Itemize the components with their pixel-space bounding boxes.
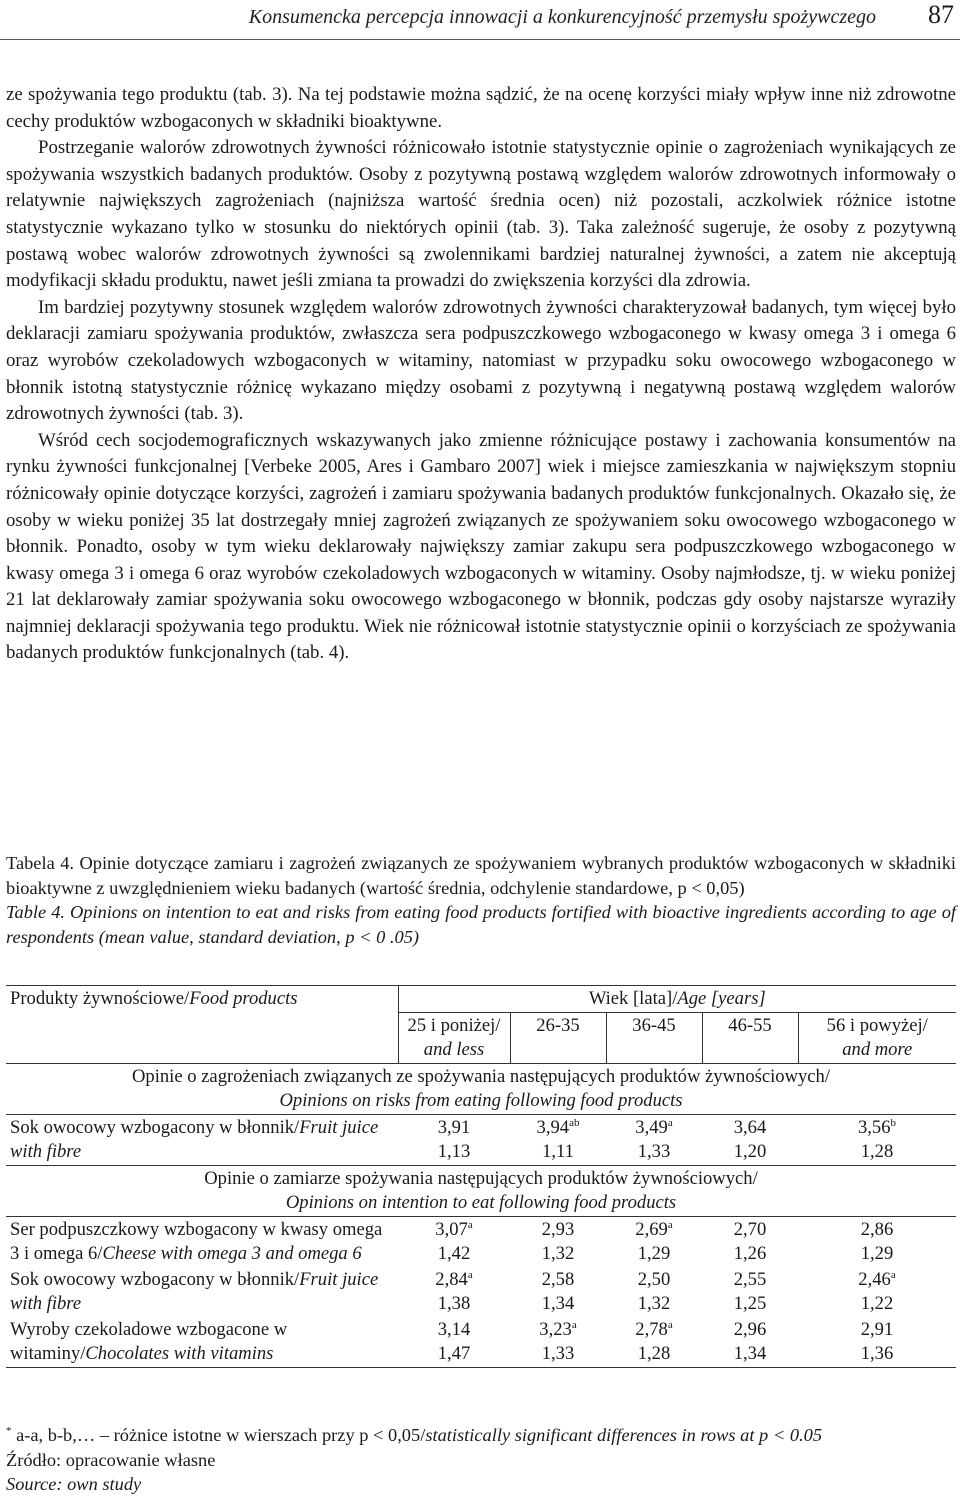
paragraph: Im bardziej pozytywny stosunek względem walorów zdrowotnych żywności charakteryzował badanych, tym więcej było deklaracji zamiaru spożywania produktów, zwłaszcza sera podpuszczkowego wzbogaconego w kwasy omega 3 i omega 6 oraz wyrobów czekoladowych wzbogaconych w witaminy, natomiast w przypadku soku owocowego wzbogaconego w błonnik istotną statystycznie różnicę wykazano między osobami z pozytywną i negatywną postawą względem walorów zdrowotnych żywności (tab. 3). (6, 296, 956, 425)
paragraph: ze spożywania tego produktu (tab. 3). Na tej podstawie można sądzić, że na ocenę korzyści miały wpływ inne niż zdrowotne cechy produktów wzbogaconych w składniki bioaktywne. (6, 84, 956, 132)
age-group-header: 25 i poniżej/ and less (398, 1013, 510, 1064)
table-header-row (6, 986, 956, 1013)
value-cell: 3,56$^b$ 1,28 (857, 1116, 897, 1162)
running-title: Konsumencka percepcja innowacji a konkurencyjność przemysłu spożywczego (248, 6, 876, 28)
header-rule (0, 39, 960, 40)
paragraph: Postrzeganie walorów zdrowotnych żywności różnicowało istotnie statystycznie opinie o zagrożeniach wynikających ze spożywania wszystkich badanych produktów. Osoby z pozytywną postawą względem walorów zdrowotnych informowały o relatywnie największych zagrożeniach (najniższa wartość średnia ocen) niż pozostali, aczkolwiek różnice istotne statystycznie wykazano tylko w stosunku do niektórych opinii (tab. 3). Taka zależność sugeruje, że osoby z pozytywną postawą wobec walorów zdrowotnych żywności są zwolennikami bardziej naturalnej żywności, a zatem nie akceptują modyfikacji składu produktu, nawet jeśli zmiana ta prowadzi do zwiększenia korzyści dla zdrowia. (6, 137, 956, 292)
value-cell: 2,58 1,34 (541, 1269, 575, 1314)
source-en: Source: own study (6, 1474, 142, 1494)
section-row (6, 1166, 956, 1217)
value-cell: 3,64 1,20 (733, 1117, 767, 1162)
table-row (6, 1217, 956, 1268)
value-cell: 2,50 1,32 (637, 1269, 671, 1314)
value-cell: 3,49$^a$ 1,33 (635, 1116, 673, 1162)
section-row (6, 1064, 956, 1115)
value-cell: 2,46$^a$ 1,22 (858, 1268, 896, 1314)
source-pl: Źródło: opracowanie własne (6, 1449, 216, 1470)
value-cell: 3,07$^a$ 1,42 (435, 1218, 473, 1264)
value-cell: 2,86 1,29 (860, 1219, 894, 1264)
age-group-header: 36-45 (606, 1013, 702, 1064)
value-cell: 3,94$^{ab}$ 1,11 (536, 1116, 580, 1162)
value-cell: 3,23$^a$ 1,33 (510, 1317, 606, 1368)
table-row (6, 1317, 956, 1368)
paragraph: Wśród cech socjodemograficznych wskazywanych jako zmienne różnicujące postawy i zachowania konsumentów na rynku żywności funkcjonalnej [Verbeke 2005, Ares i Gambaro 2007] wiek i miejsce zamieszkania w największym stopniu różnicowały opinie dotyczące korzyści, zagrożeń i zamiaru spożywania badanych produktów funkcjonalnych. Okazało się, że osoby w wieku poniżej 35 lat dostrzegały mniej zagrożeń związanych ze spożywaniem soku owocowego wzbogaconego w błonnik. Ponadto, osoby w tym wieku deklarowały największy zamiar zakupu sera podpuszczkowego wzbogaconego w kwasy omega 3 i omega 6 oraz wyrobów czekoladowych wzbogaconych w witaminy. Osoby najmłodsze, tj. w wieku poniżej 21 lat deklarowały zamiar spożywania soku owocowego wzbogaconego w błonnik, podczas gdy osoby najstarsze wyraziły najmniej deklaracji spożywania tego produktu. Wiek nie różnicował istotnie statystycznie opinii o korzyściach ze spożywania badanych produktów funkcjonalnych (tab. 4). (6, 429, 956, 664)
table-row (6, 1267, 956, 1317)
running-header (0, 0, 960, 42)
section-risks: Opinie o zagrożeniach związanych ze spożywania następujących produktów żywnościowych/ Opinions on risks from eating following food products (6, 1064, 956, 1115)
value-cell: 2,70 1,26 (733, 1219, 767, 1264)
value-cell: 2,91 1,36 (798, 1317, 956, 1368)
value-cell: 2,96 1,34 (702, 1317, 798, 1368)
col-header-age: Wiek [lata]/Age [years] (398, 986, 956, 1013)
page-number: 87 (928, 0, 954, 29)
footnote: * a-a, b-b,… – różnice istotne w wierszach przy p < 0,05/statistically significant differences in rows at p < 0.05 (6, 1424, 823, 1445)
caption-en: Table 4. Opinions on intention to eat and risks from eating food products fortified with bioactive ingredients according to age of respondents (mean value, standard deviation, p < 0 .05) (6, 902, 956, 947)
age-group-header: 46-55 (702, 1013, 798, 1064)
product-name: Ser podpuszczkowy wzbogacony w kwasy omega 3 i omega 6/Cheese with omega 3 and omega 6 (10, 1219, 383, 1264)
value-cell: 2,93 1,32 (541, 1219, 575, 1264)
age-group-header: 56 i powyżej/ and more (798, 1013, 956, 1064)
table-footer (6, 1423, 956, 1497)
value-cell: 2,78$^a$ 1,28 (606, 1317, 702, 1368)
product-name: Wyroby czekoladowe wzbogacone w witaminy/Chocolates with vitamins (6, 1317, 398, 1368)
section-intention: Opinie o zamiarze spożywania następujących produktów żywnościowych/ Opinions on intention to eat following food products (6, 1166, 956, 1217)
col-header-products: Produkty żywnościowe/Food products (6, 986, 398, 1064)
value-cell: 2,84$^a$ 1,38 (435, 1268, 473, 1314)
body-text (6, 82, 956, 667)
value-cell: 3,14 1,47 (398, 1317, 510, 1368)
product-name: Sok owocowy wzbogacony w błonnik/Fruit juice with fibre (10, 1269, 379, 1314)
product-name: Sok owocowy wzbogacony w błonnik/Fruit juice with fibre (10, 1117, 379, 1162)
value-cell: 3,91 1,13 (437, 1117, 471, 1162)
caption-pl: Tabela 4. Opinie dotyczące zamiaru i zagrożeń związanych ze spożywaniem wybranych produktów wzbogaconych w składniki bioaktywne z uwzględnieniem wieku badanych (wartość średnia, odchylenie standardowe, p < 0,05) (6, 853, 956, 898)
table-row (6, 1115, 956, 1166)
age-group-header: 26-35 (510, 1013, 606, 1064)
value-cell: 2,69$^a$ 1,29 (635, 1218, 673, 1264)
data-table (6, 985, 956, 1368)
value-cell: 2,55 1,25 (733, 1269, 767, 1314)
table-caption (6, 851, 956, 949)
